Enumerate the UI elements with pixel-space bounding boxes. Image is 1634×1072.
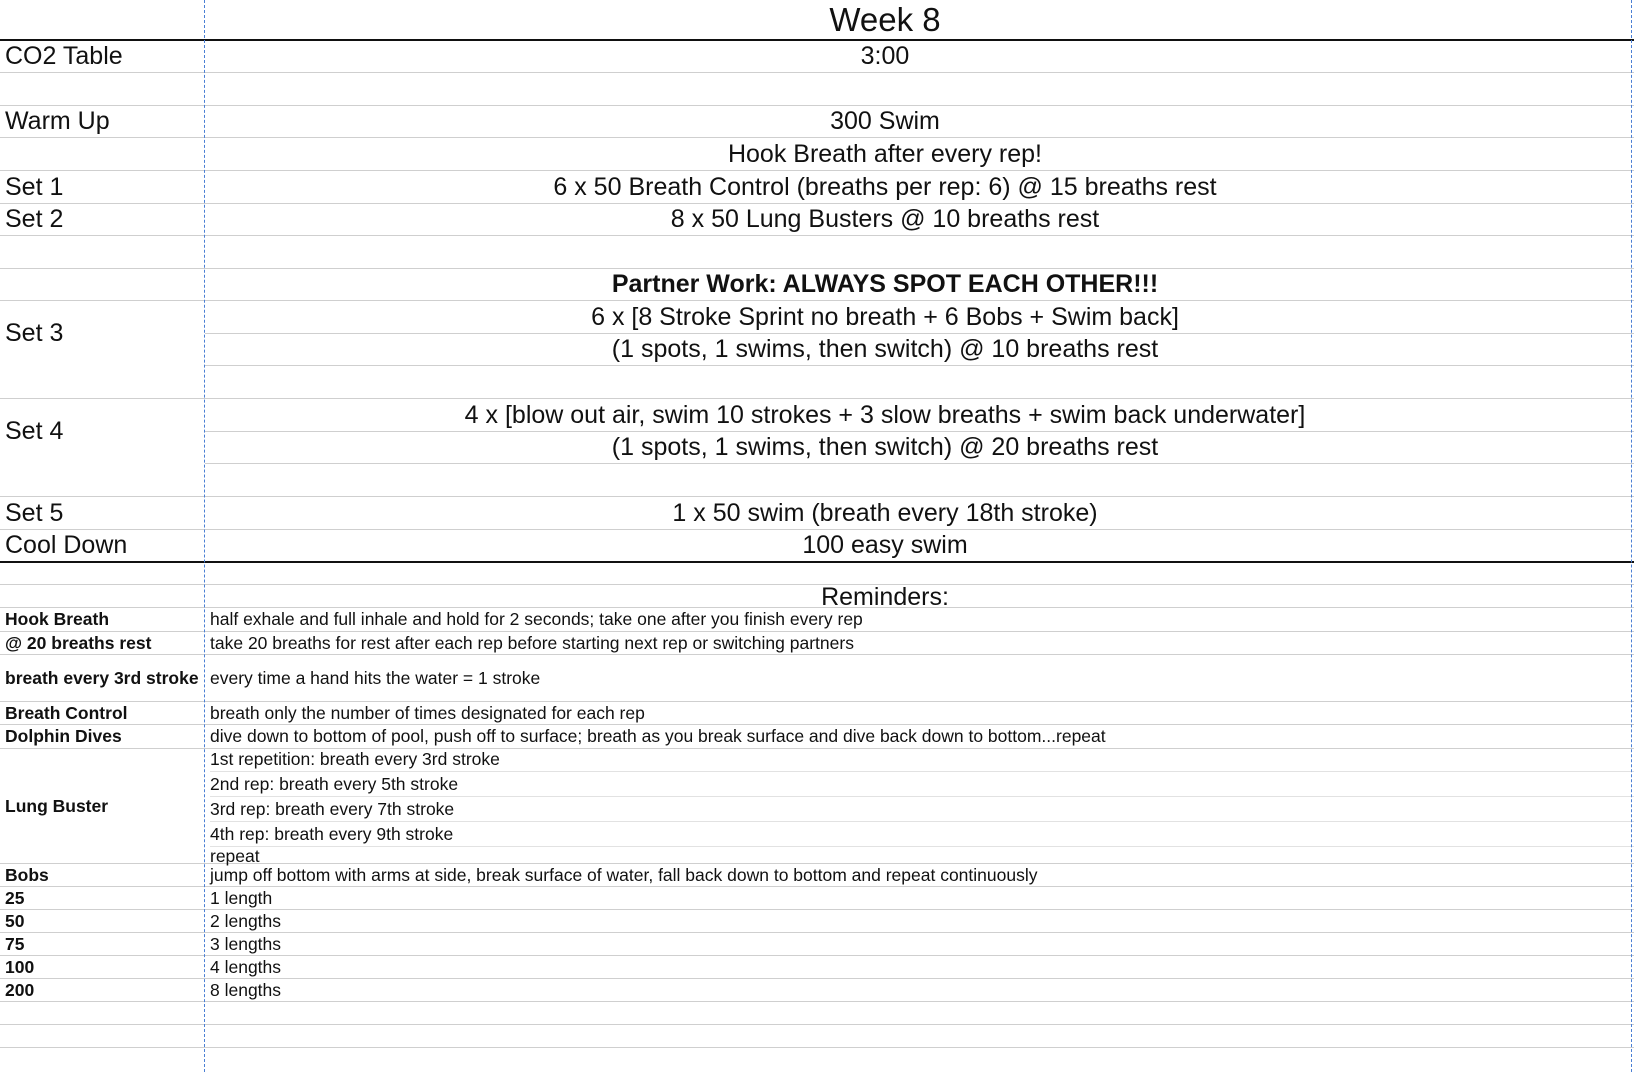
lung-buster-line[interactable]: repeat	[210, 846, 260, 866]
reminder-definition[interactable]: 1 length	[210, 887, 273, 908]
reminder-row-bobs	[0, 864, 1634, 887]
set4-line2[interactable]: (1 spots, 1 swims, then switch) @ 20 breaths rest	[611, 433, 1159, 461]
warmup-row	[0, 106, 1634, 138]
reminder-definition[interactable]: every time a hand hits the water = 1 stroke	[210, 667, 541, 688]
set3-label[interactable]: Set 3	[5, 319, 64, 347]
reminder-term[interactable]: breath every 3rd stroke	[5, 667, 199, 688]
cooldown-value[interactable]: 100 easy swim	[802, 531, 968, 559]
warmup-value[interactable]: 300 Swim	[830, 107, 940, 135]
empty-row	[0, 236, 1634, 269]
reminder-row-breath-control	[0, 702, 1634, 725]
set3-line2[interactable]: (1 spots, 1 swims, then switch) @ 10 breaths rest	[611, 335, 1159, 363]
reminders-header[interactable]: Reminders:	[821, 585, 949, 608]
reminder-definition[interactable]: 8 lengths	[210, 979, 282, 1000]
reminder-term[interactable]: 75	[5, 933, 25, 954]
co2-value[interactable]: 3:00	[860, 42, 910, 70]
co2-row	[0, 41, 1634, 73]
set4-label[interactable]: Set 4	[5, 417, 64, 445]
warmup-label[interactable]: Warm Up	[5, 107, 110, 135]
reminder-definition[interactable]: 2 lengths	[210, 910, 282, 931]
hook-note[interactable]: Hook Breath after every rep!	[727, 139, 1043, 168]
reminders-header-row	[0, 585, 1634, 608]
page-break-dashed	[1631, 0, 1632, 1072]
reminder-row-200	[0, 979, 1634, 1002]
set5-row	[0, 497, 1634, 530]
reminder-definition[interactable]: 4 lengths	[210, 956, 282, 977]
empty-row	[0, 366, 1634, 399]
reminder-term[interactable]: Hook Breath	[5, 609, 110, 629]
reminder-definition[interactable]: take 20 breaths for rest after each rep before starting next rep or switching partners	[210, 632, 854, 653]
week-title[interactable]: Week 8	[829, 0, 941, 38]
lung-buster-line[interactable]: 3rd rep: breath every 7th stroke	[210, 797, 1634, 822]
empty-row	[0, 563, 1634, 585]
set2-label[interactable]: Set 2	[5, 205, 64, 233]
reminder-term[interactable]: Breath Control	[5, 702, 128, 723]
set2-value[interactable]: 8 x 50 Lung Busters @ 10 breaths rest	[670, 205, 1100, 233]
reminder-term[interactable]: 50	[5, 910, 25, 931]
reminder-definition[interactable]: jump off bottom with arms at side, break surface of water, fall back down to bottom and repeat continuously	[210, 864, 1038, 885]
set2-row	[0, 204, 1634, 236]
empty-row	[0, 464, 1634, 497]
reminder-term[interactable]: @ 20 breaths rest	[5, 632, 152, 653]
reminder-row-50	[0, 910, 1634, 933]
reminder-row-lung-buster	[0, 749, 1634, 864]
reminder-term[interactable]: 100	[5, 956, 35, 977]
reminder-row-25	[0, 887, 1634, 910]
reminder-term[interactable]: 25	[5, 887, 25, 908]
reminder-row-75	[0, 933, 1634, 956]
reminder-definition[interactable]: dive down to bottom of pool, push off to surface; breath as you break surface and dive back down to bottom...repeat	[210, 726, 1106, 746]
set4-label-cell	[0, 399, 205, 464]
empty-row	[0, 73, 1634, 106]
set3-row-1	[0, 301, 1634, 334]
set5-label[interactable]: Set 5	[5, 498, 64, 527]
hook-note-row	[0, 138, 1634, 171]
set3-label-cell	[0, 301, 205, 366]
set4-line1[interactable]: 4 x [blow out air, swim 10 strokes + 3 slow breaths + swim back underwater]	[464, 400, 1306, 429]
column-divider-dashed	[204, 0, 205, 1072]
set1-row	[0, 171, 1634, 204]
lung-buster-lines	[206, 749, 1634, 866]
reminder-row-hook-breath	[0, 608, 1634, 632]
lung-buster-line[interactable]: 4th rep: breath every 9th stroke	[210, 822, 1634, 847]
reminder-term[interactable]: 200	[5, 979, 35, 1000]
reminder-term[interactable]: Bobs	[5, 864, 49, 885]
reminder-definition[interactable]: 3 lengths	[210, 933, 282, 954]
cooldown-label[interactable]: Cool Down	[5, 531, 128, 559]
reminder-row-100	[0, 956, 1634, 979]
cooldown-row	[0, 530, 1634, 563]
set3-row-2	[0, 334, 1634, 366]
reminder-row-dolphin-dives	[0, 725, 1634, 749]
co2-label[interactable]: CO2 Table	[5, 42, 123, 70]
partner-row	[0, 269, 1634, 301]
reminder-definition[interactable]: half exhale and full inhale and hold for 2 seconds; take one after you finish every rep	[210, 609, 863, 629]
reminder-row-breaths-rest	[0, 632, 1634, 655]
reminder-term[interactable]: Lung Buster	[5, 795, 109, 816]
reminder-row-breath-3rd	[0, 655, 1634, 702]
lung-buster-line[interactable]: 2nd rep: breath every 5th stroke	[210, 772, 1634, 797]
empty-row	[0, 1025, 1634, 1048]
lung-buster-line[interactable]: 1st repetition: breath every 3rd stroke	[210, 747, 1634, 772]
empty-row	[0, 1002, 1634, 1025]
title-row	[0, 0, 1634, 41]
set4-row-1	[0, 399, 1634, 432]
set5-value[interactable]: 1 x 50 swim (breath every 18th stroke)	[672, 498, 1098, 527]
set1-value[interactable]: 6 x 50 Breath Control (breaths per rep: 6) @ 15 breaths rest	[553, 172, 1217, 201]
reminder-definition[interactable]: breath only the number of times designated for each rep	[210, 702, 645, 723]
set3-line1[interactable]: 6 x [8 Stroke Sprint no breath + 6 Bobs + Swim back]	[591, 302, 1179, 331]
set4-row-2	[0, 432, 1634, 464]
reminder-term[interactable]: Dolphin Dives	[5, 726, 122, 746]
set1-label[interactable]: Set 1	[5, 172, 64, 201]
partner-header[interactable]: Partner Work: ALWAYS SPOT EACH OTHER!!!	[611, 270, 1159, 298]
